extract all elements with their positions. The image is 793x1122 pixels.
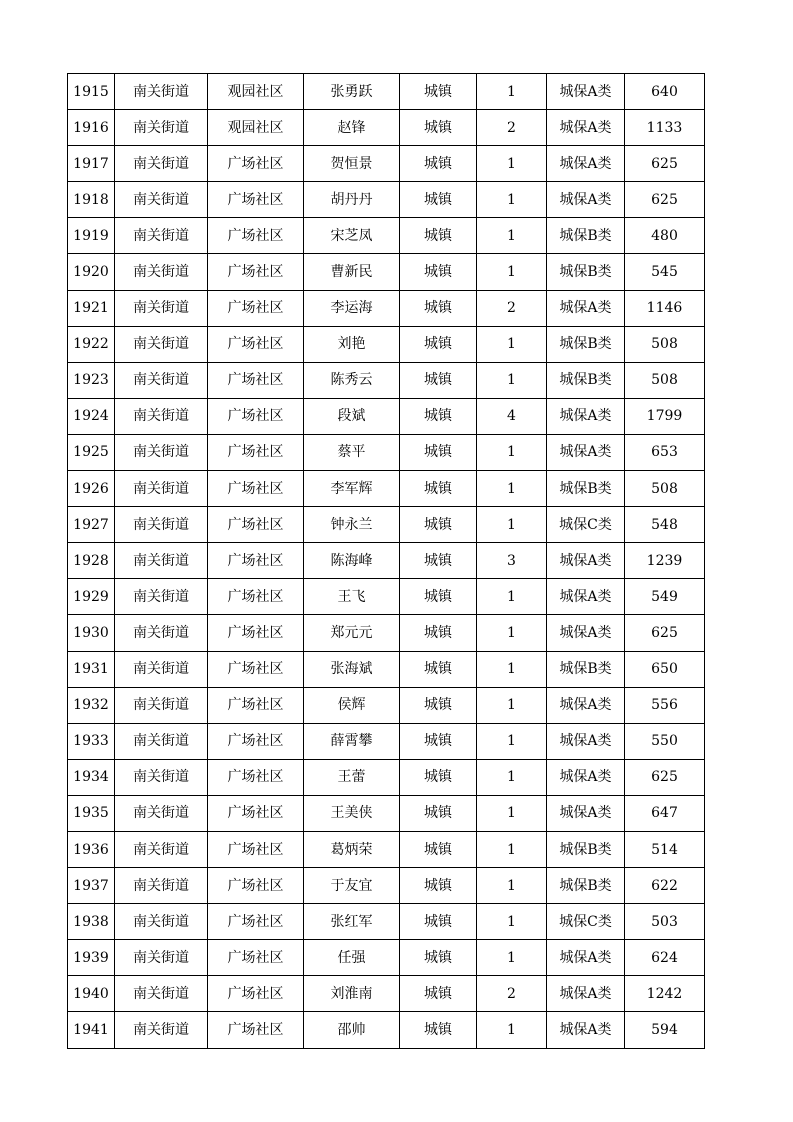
area-type-cell: 城镇	[400, 976, 477, 1012]
amount-cell: 625	[625, 182, 705, 218]
community-cell: 广场社区	[208, 904, 304, 940]
insurance-category-cell: 城保A类	[547, 110, 625, 146]
street-cell: 南关街道	[115, 723, 208, 759]
row-number-cell: 1925	[68, 434, 115, 470]
street-cell: 南关街道	[115, 831, 208, 867]
amount-cell: 1239	[625, 543, 705, 579]
person-name-cell: 张勇跃	[304, 74, 400, 110]
row-number-cell: 1929	[68, 579, 115, 615]
person-name-cell: 曹新民	[304, 254, 400, 290]
household-count-cell: 1	[477, 182, 547, 218]
insurance-category-cell: 城保B类	[547, 362, 625, 398]
row-number-cell: 1941	[68, 1012, 115, 1048]
row-number-cell: 1924	[68, 398, 115, 434]
street-cell: 南关街道	[115, 434, 208, 470]
community-cell: 广场社区	[208, 254, 304, 290]
row-number-cell: 1918	[68, 182, 115, 218]
community-cell: 广场社区	[208, 940, 304, 976]
row-number-cell: 1931	[68, 651, 115, 687]
household-count-cell: 1	[477, 326, 547, 362]
person-name-cell: 李军辉	[304, 471, 400, 507]
table-row	[68, 976, 705, 1012]
insurance-category-cell: 城保A类	[547, 687, 625, 723]
area-type-cell: 城镇	[400, 398, 477, 434]
area-type-cell: 城镇	[400, 182, 477, 218]
community-cell: 广场社区	[208, 723, 304, 759]
street-cell: 南关街道	[115, 543, 208, 579]
person-name-cell: 张海斌	[304, 651, 400, 687]
person-name-cell: 任强	[304, 940, 400, 976]
person-name-cell: 刘艳	[304, 326, 400, 362]
area-type-cell: 城镇	[400, 362, 477, 398]
household-count-cell: 1	[477, 651, 547, 687]
table-row	[68, 182, 705, 218]
community-cell: 广场社区	[208, 146, 304, 182]
table-row	[68, 579, 705, 615]
row-number-cell: 1927	[68, 507, 115, 543]
community-cell: 广场社区	[208, 218, 304, 254]
person-name-cell: 张红军	[304, 904, 400, 940]
table-row	[68, 868, 705, 904]
area-type-cell: 城镇	[400, 218, 477, 254]
table-row	[68, 904, 705, 940]
row-number-cell: 1926	[68, 471, 115, 507]
person-name-cell: 郑元元	[304, 615, 400, 651]
amount-cell: 650	[625, 651, 705, 687]
person-name-cell: 刘淮南	[304, 976, 400, 1012]
table-row	[68, 940, 705, 976]
amount-cell: 647	[625, 795, 705, 831]
street-cell: 南关街道	[115, 182, 208, 218]
street-cell: 南关街道	[115, 1012, 208, 1048]
amount-cell: 508	[625, 362, 705, 398]
community-cell: 广场社区	[208, 831, 304, 867]
row-number-cell: 1916	[68, 110, 115, 146]
insurance-category-cell: 城保B类	[547, 831, 625, 867]
insurance-category-cell: 城保A类	[547, 579, 625, 615]
row-number-cell: 1938	[68, 904, 115, 940]
street-cell: 南关街道	[115, 687, 208, 723]
amount-cell: 622	[625, 868, 705, 904]
table-row	[68, 471, 705, 507]
community-cell: 广场社区	[208, 434, 304, 470]
street-cell: 南关街道	[115, 759, 208, 795]
area-type-cell: 城镇	[400, 1012, 477, 1048]
insurance-category-cell: 城保A类	[547, 290, 625, 326]
insurance-category-cell: 城保A类	[547, 398, 625, 434]
table-row	[68, 110, 705, 146]
table-row	[68, 290, 705, 326]
area-type-cell: 城镇	[400, 759, 477, 795]
area-type-cell: 城镇	[400, 507, 477, 543]
street-cell: 南关街道	[115, 74, 208, 110]
person-name-cell: 薛霄攀	[304, 723, 400, 759]
insurance-category-cell: 城保B类	[547, 868, 625, 904]
table-row	[68, 398, 705, 434]
street-cell: 南关街道	[115, 940, 208, 976]
table-row	[68, 434, 705, 470]
row-number-cell: 1920	[68, 254, 115, 290]
table-row	[68, 362, 705, 398]
household-count-cell: 4	[477, 398, 547, 434]
table-row	[68, 543, 705, 579]
household-count-cell: 1	[477, 831, 547, 867]
person-name-cell: 王飞	[304, 579, 400, 615]
insurance-category-cell: 城保A类	[547, 723, 625, 759]
street-cell: 南关街道	[115, 218, 208, 254]
community-cell: 广场社区	[208, 362, 304, 398]
insurance-category-cell: 城保B类	[547, 254, 625, 290]
row-number-cell: 1935	[68, 795, 115, 831]
amount-cell: 1799	[625, 398, 705, 434]
community-cell: 广场社区	[208, 182, 304, 218]
amount-cell: 503	[625, 904, 705, 940]
row-number-cell: 1922	[68, 326, 115, 362]
amount-cell: 480	[625, 218, 705, 254]
household-count-cell: 1	[477, 434, 547, 470]
street-cell: 南关街道	[115, 579, 208, 615]
street-cell: 南关街道	[115, 326, 208, 362]
area-type-cell: 城镇	[400, 868, 477, 904]
records-body	[68, 74, 705, 1049]
person-name-cell: 胡丹丹	[304, 182, 400, 218]
amount-cell: 625	[625, 146, 705, 182]
street-cell: 南关街道	[115, 507, 208, 543]
household-count-cell: 1	[477, 146, 547, 182]
community-cell: 广场社区	[208, 398, 304, 434]
row-number-cell: 1928	[68, 543, 115, 579]
community-cell: 广场社区	[208, 868, 304, 904]
row-number-cell: 1937	[68, 868, 115, 904]
person-name-cell: 王美侠	[304, 795, 400, 831]
amount-cell: 556	[625, 687, 705, 723]
street-cell: 南关街道	[115, 615, 208, 651]
community-cell: 广场社区	[208, 579, 304, 615]
area-type-cell: 城镇	[400, 615, 477, 651]
street-cell: 南关街道	[115, 290, 208, 326]
insurance-category-cell: 城保A类	[547, 940, 625, 976]
table-row	[68, 326, 705, 362]
amount-cell: 514	[625, 831, 705, 867]
area-type-cell: 城镇	[400, 687, 477, 723]
row-number-cell: 1930	[68, 615, 115, 651]
table-row	[68, 218, 705, 254]
community-cell: 广场社区	[208, 651, 304, 687]
household-count-cell: 2	[477, 290, 547, 326]
row-number-cell: 1932	[68, 687, 115, 723]
person-name-cell: 陈海峰	[304, 543, 400, 579]
street-cell: 南关街道	[115, 254, 208, 290]
person-name-cell: 蔡平	[304, 434, 400, 470]
area-type-cell: 城镇	[400, 831, 477, 867]
area-type-cell: 城镇	[400, 290, 477, 326]
person-name-cell: 宋芝凤	[304, 218, 400, 254]
row-number-cell: 1915	[68, 74, 115, 110]
street-cell: 南关街道	[115, 651, 208, 687]
area-type-cell: 城镇	[400, 651, 477, 687]
area-type-cell: 城镇	[400, 795, 477, 831]
person-name-cell: 段斌	[304, 398, 400, 434]
area-type-cell: 城镇	[400, 74, 477, 110]
household-count-cell: 1	[477, 471, 547, 507]
row-number-cell: 1923	[68, 362, 115, 398]
household-count-cell: 1	[477, 687, 547, 723]
household-count-cell: 1	[477, 940, 547, 976]
community-cell: 广场社区	[208, 976, 304, 1012]
table-row	[68, 723, 705, 759]
area-type-cell: 城镇	[400, 146, 477, 182]
row-number-cell: 1921	[68, 290, 115, 326]
insurance-category-cell: 城保A类	[547, 146, 625, 182]
amount-cell: 1146	[625, 290, 705, 326]
insurance-category-cell: 城保A类	[547, 182, 625, 218]
table-row	[68, 759, 705, 795]
amount-cell: 545	[625, 254, 705, 290]
person-name-cell: 葛炳荣	[304, 831, 400, 867]
street-cell: 南关街道	[115, 471, 208, 507]
row-number-cell: 1919	[68, 218, 115, 254]
community-cell: 广场社区	[208, 1012, 304, 1048]
community-cell: 广场社区	[208, 759, 304, 795]
amount-cell: 1133	[625, 110, 705, 146]
street-cell: 南关街道	[115, 904, 208, 940]
amount-cell: 550	[625, 723, 705, 759]
person-name-cell: 邵帅	[304, 1012, 400, 1048]
household-count-cell: 2	[477, 976, 547, 1012]
table-row	[68, 831, 705, 867]
area-type-cell: 城镇	[400, 579, 477, 615]
person-name-cell: 于友宜	[304, 868, 400, 904]
amount-cell: 640	[625, 74, 705, 110]
table-row	[68, 1012, 705, 1048]
insurance-category-cell: 城保B类	[547, 651, 625, 687]
insurance-category-cell: 城保B类	[547, 471, 625, 507]
table-row	[68, 795, 705, 831]
insurance-category-cell: 城保A类	[547, 615, 625, 651]
street-cell: 南关街道	[115, 398, 208, 434]
insurance-category-cell: 城保C类	[547, 507, 625, 543]
table-row	[68, 651, 705, 687]
table-row	[68, 615, 705, 651]
household-count-cell: 1	[477, 795, 547, 831]
street-cell: 南关街道	[115, 795, 208, 831]
community-cell: 广场社区	[208, 687, 304, 723]
amount-cell: 653	[625, 434, 705, 470]
household-count-cell: 1	[477, 74, 547, 110]
area-type-cell: 城镇	[400, 723, 477, 759]
insurance-category-cell: 城保A类	[547, 1012, 625, 1048]
insurance-category-cell: 城保B类	[547, 326, 625, 362]
insurance-category-cell: 城保A类	[547, 74, 625, 110]
household-count-cell: 1	[477, 362, 547, 398]
table-row	[68, 146, 705, 182]
amount-cell: 1242	[625, 976, 705, 1012]
amount-cell: 625	[625, 759, 705, 795]
household-count-cell: 1	[477, 759, 547, 795]
street-cell: 南关街道	[115, 110, 208, 146]
household-count-cell: 1	[477, 579, 547, 615]
amount-cell: 594	[625, 1012, 705, 1048]
household-count-cell: 1	[477, 615, 547, 651]
person-name-cell: 钟永兰	[304, 507, 400, 543]
community-cell: 广场社区	[208, 507, 304, 543]
street-cell: 南关街道	[115, 868, 208, 904]
insurance-category-cell: 城保B类	[547, 218, 625, 254]
household-count-cell: 1	[477, 218, 547, 254]
amount-cell: 508	[625, 326, 705, 362]
amount-cell: 624	[625, 940, 705, 976]
area-type-cell: 城镇	[400, 434, 477, 470]
person-name-cell: 李运海	[304, 290, 400, 326]
community-cell: 广场社区	[208, 290, 304, 326]
row-number-cell: 1936	[68, 831, 115, 867]
amount-cell: 508	[625, 471, 705, 507]
street-cell: 南关街道	[115, 976, 208, 1012]
household-count-cell: 1	[477, 507, 547, 543]
row-number-cell: 1934	[68, 759, 115, 795]
community-cell: 广场社区	[208, 795, 304, 831]
area-type-cell: 城镇	[400, 940, 477, 976]
insurance-category-cell: 城保A类	[547, 543, 625, 579]
street-cell: 南关街道	[115, 146, 208, 182]
area-type-cell: 城镇	[400, 254, 477, 290]
household-count-cell: 1	[477, 868, 547, 904]
household-count-cell: 1	[477, 904, 547, 940]
street-cell: 南关街道	[115, 362, 208, 398]
area-type-cell: 城镇	[400, 110, 477, 146]
row-number-cell: 1933	[68, 723, 115, 759]
community-cell: 广场社区	[208, 471, 304, 507]
table-row	[68, 254, 705, 290]
amount-cell: 625	[625, 615, 705, 651]
insurance-category-cell: 城保A类	[547, 434, 625, 470]
area-type-cell: 城镇	[400, 326, 477, 362]
insurance-category-cell: 城保C类	[547, 904, 625, 940]
table-row	[68, 507, 705, 543]
row-number-cell: 1940	[68, 976, 115, 1012]
amount-cell: 549	[625, 579, 705, 615]
table-row	[68, 74, 705, 110]
community-cell: 观园社区	[208, 110, 304, 146]
insurance-category-cell: 城保A类	[547, 759, 625, 795]
community-cell: 广场社区	[208, 326, 304, 362]
amount-cell: 548	[625, 507, 705, 543]
household-count-cell: 3	[477, 543, 547, 579]
area-type-cell: 城镇	[400, 904, 477, 940]
household-count-cell: 1	[477, 723, 547, 759]
person-name-cell: 陈秀云	[304, 362, 400, 398]
records-table	[67, 73, 705, 1049]
community-cell: 广场社区	[208, 543, 304, 579]
household-count-cell: 1	[477, 1012, 547, 1048]
row-number-cell: 1917	[68, 146, 115, 182]
insurance-category-cell: 城保A类	[547, 795, 625, 831]
household-count-cell: 2	[477, 110, 547, 146]
person-name-cell: 王蕾	[304, 759, 400, 795]
area-type-cell: 城镇	[400, 471, 477, 507]
community-cell: 观园社区	[208, 74, 304, 110]
community-cell: 广场社区	[208, 615, 304, 651]
person-name-cell: 侯辉	[304, 687, 400, 723]
household-count-cell: 1	[477, 254, 547, 290]
table-row	[68, 687, 705, 723]
area-type-cell: 城镇	[400, 543, 477, 579]
person-name-cell: 赵锋	[304, 110, 400, 146]
person-name-cell: 贺恒景	[304, 146, 400, 182]
insurance-category-cell: 城保A类	[547, 976, 625, 1012]
row-number-cell: 1939	[68, 940, 115, 976]
